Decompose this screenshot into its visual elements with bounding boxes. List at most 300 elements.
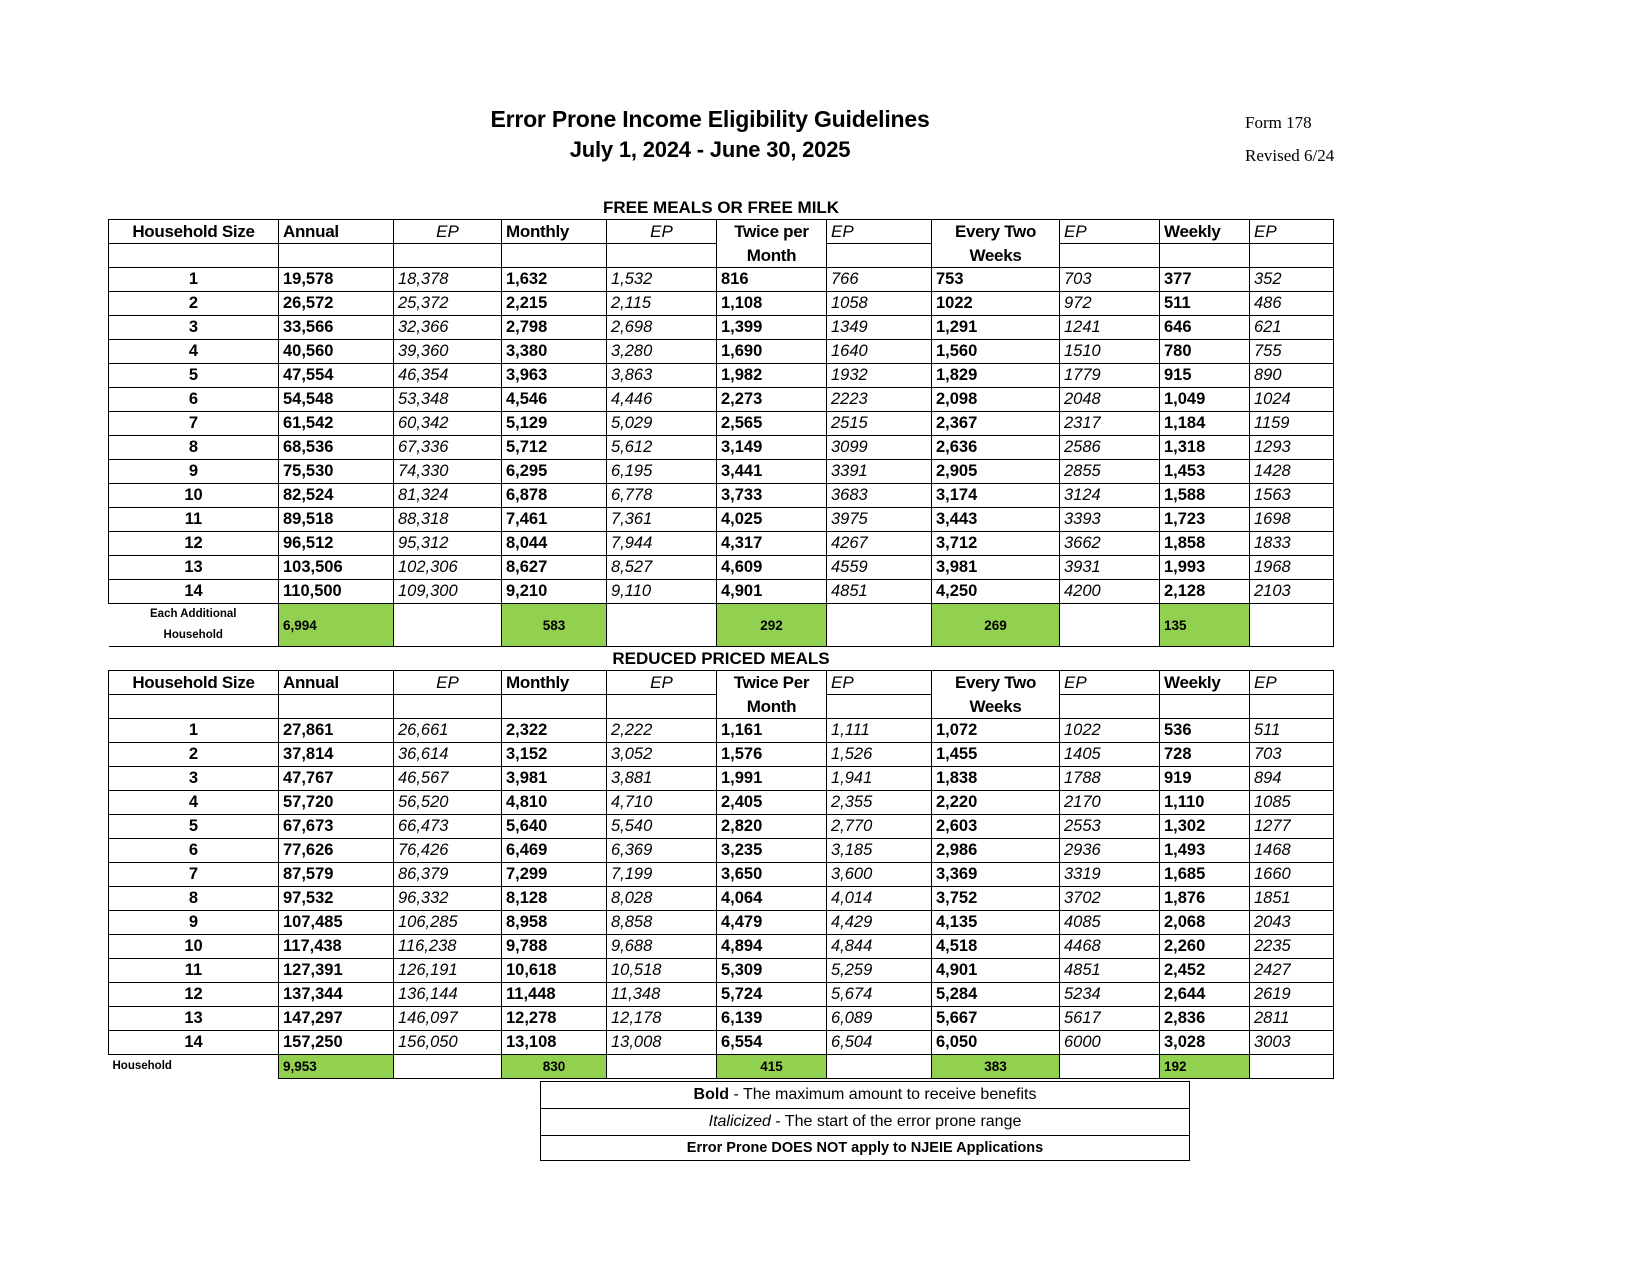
cell-twice: 1,161 bbox=[717, 719, 827, 743]
table-row bbox=[109, 508, 1334, 532]
cell-monthly: 9,788 bbox=[502, 935, 607, 959]
cell-biweekly-ep: 3319 bbox=[1060, 863, 1160, 887]
cell-annual: 117,438 bbox=[279, 935, 394, 959]
spacer-cell bbox=[109, 244, 279, 268]
cell-twice-ep: 1,526 bbox=[827, 743, 932, 767]
cell-twice-ep: 2,770 bbox=[827, 815, 932, 839]
cell-annual: 157,250 bbox=[279, 1031, 394, 1055]
cell-twice-ep: 1640 bbox=[827, 340, 932, 364]
cell-biweekly: 6,050 bbox=[932, 1031, 1060, 1055]
table-row bbox=[109, 959, 1334, 983]
cell-size: 13 bbox=[109, 556, 279, 580]
each-additional-label-line1: Each Additional bbox=[150, 608, 237, 620]
household-biweekly: 383 bbox=[932, 1055, 1060, 1079]
cell-size: 7 bbox=[109, 863, 279, 887]
cell-annual: 87,579 bbox=[279, 863, 394, 887]
cell-weekly-ep: 1468 bbox=[1250, 839, 1334, 863]
cell-weekly-ep: 1833 bbox=[1250, 532, 1334, 556]
cell-annual-ep: 18,378 bbox=[394, 268, 502, 292]
cell-weekly: 2,128 bbox=[1160, 580, 1250, 604]
spacer-cell bbox=[502, 244, 607, 268]
each-additional-biweekly: 269 bbox=[932, 604, 1060, 647]
cell-weekly: 2,452 bbox=[1160, 959, 1250, 983]
cell-weekly-ep: 894 bbox=[1250, 767, 1334, 791]
spacer-cell bbox=[607, 604, 717, 647]
cell-size: 2 bbox=[109, 292, 279, 316]
cell-biweekly-ep: 4468 bbox=[1060, 935, 1160, 959]
cell-twice: 4,901 bbox=[717, 580, 827, 604]
cell-biweekly-ep: 1405 bbox=[1060, 743, 1160, 767]
cell-biweekly: 3,174 bbox=[932, 484, 1060, 508]
cell-monthly: 2,215 bbox=[502, 292, 607, 316]
cell-monthly-ep: 5,612 bbox=[607, 436, 717, 460]
cell-weekly: 1,723 bbox=[1160, 508, 1250, 532]
cell-annual: 89,518 bbox=[279, 508, 394, 532]
cell-twice: 2,273 bbox=[717, 388, 827, 412]
table-row bbox=[109, 767, 1334, 791]
cell-monthly-ep: 8,858 bbox=[607, 911, 717, 935]
cell-size: 13 bbox=[109, 1007, 279, 1031]
col-twice-per-month: Twice per bbox=[717, 220, 827, 244]
cell-monthly: 5,129 bbox=[502, 412, 607, 436]
cell-twice-ep: 6,504 bbox=[827, 1031, 932, 1055]
each-additional-label-line2: Household bbox=[163, 629, 223, 641]
cell-twice-ep: 5,674 bbox=[827, 983, 932, 1007]
cell-annual: 33,566 bbox=[279, 316, 394, 340]
legend-italic bbox=[541, 1109, 1190, 1136]
cell-monthly-ep: 12,178 bbox=[607, 1007, 717, 1031]
cell-size: 9 bbox=[109, 911, 279, 935]
cell-size: 6 bbox=[109, 388, 279, 412]
cell-size: 3 bbox=[109, 767, 279, 791]
cell-weekly-ep: 621 bbox=[1250, 316, 1334, 340]
cell-weekly: 1,993 bbox=[1160, 556, 1250, 580]
legend-box bbox=[540, 1081, 1190, 1161]
cell-biweekly: 1,455 bbox=[932, 743, 1060, 767]
cell-twice: 2,565 bbox=[717, 412, 827, 436]
cell-annual: 96,512 bbox=[279, 532, 394, 556]
spacer-cell bbox=[1160, 695, 1250, 719]
cell-monthly-ep: 11,348 bbox=[607, 983, 717, 1007]
cell-annual: 61,542 bbox=[279, 412, 394, 436]
table-row bbox=[109, 1031, 1334, 1055]
cell-twice: 2,405 bbox=[717, 791, 827, 815]
table-row bbox=[109, 364, 1334, 388]
cell-twice-ep: 4267 bbox=[827, 532, 932, 556]
cell-twice: 1,982 bbox=[717, 364, 827, 388]
cell-biweekly: 1,072 bbox=[932, 719, 1060, 743]
cell-monthly: 8,958 bbox=[502, 911, 607, 935]
col-annual-ep: EP bbox=[394, 220, 502, 244]
cell-twice-ep: 1349 bbox=[827, 316, 932, 340]
cell-annual: 103,506 bbox=[279, 556, 394, 580]
col-twice-ep: EP bbox=[827, 220, 932, 244]
table-row bbox=[109, 556, 1334, 580]
cell-monthly: 6,878 bbox=[502, 484, 607, 508]
col-twice-per-month-line2: Month bbox=[717, 695, 827, 719]
table-row bbox=[109, 743, 1334, 767]
cell-annual: 82,524 bbox=[279, 484, 394, 508]
cell-weekly: 1,184 bbox=[1160, 412, 1250, 436]
table-row bbox=[109, 412, 1334, 436]
table-row bbox=[109, 484, 1334, 508]
cell-weekly-ep: 1293 bbox=[1250, 436, 1334, 460]
cell-monthly: 3,981 bbox=[502, 767, 607, 791]
cell-annual-ep: 46,354 bbox=[394, 364, 502, 388]
col-biweekly-ep: EP bbox=[1060, 671, 1160, 695]
cell-twice-ep: 766 bbox=[827, 268, 932, 292]
cell-biweekly-ep: 2170 bbox=[1060, 791, 1160, 815]
cell-weekly: 646 bbox=[1160, 316, 1250, 340]
household-annual: 9,953 bbox=[279, 1055, 394, 1079]
cell-monthly-ep: 8,028 bbox=[607, 887, 717, 911]
col-every-two-weeks-line2: Weeks bbox=[932, 695, 1060, 719]
cell-twice-ep: 3391 bbox=[827, 460, 932, 484]
table-row bbox=[109, 863, 1334, 887]
cell-biweekly-ep: 1788 bbox=[1060, 767, 1160, 791]
cell-annual-ep: 67,336 bbox=[394, 436, 502, 460]
table-row bbox=[109, 911, 1334, 935]
household-monthly: 830 bbox=[502, 1055, 607, 1079]
cell-annual-ep: 88,318 bbox=[394, 508, 502, 532]
cell-biweekly-ep: 3702 bbox=[1060, 887, 1160, 911]
legend-bold bbox=[541, 1082, 1190, 1109]
cell-annual: 110,500 bbox=[279, 580, 394, 604]
cell-twice: 6,139 bbox=[717, 1007, 827, 1031]
cell-monthly-ep: 5,029 bbox=[607, 412, 717, 436]
cell-size: 10 bbox=[109, 484, 279, 508]
col-annual: Annual bbox=[279, 671, 394, 695]
cell-weekly-ep: 2619 bbox=[1250, 983, 1334, 1007]
cell-biweekly: 2,220 bbox=[932, 791, 1060, 815]
cell-annual: 26,572 bbox=[279, 292, 394, 316]
cell-annual: 47,767 bbox=[279, 767, 394, 791]
cell-size: 8 bbox=[109, 436, 279, 460]
cell-monthly: 4,810 bbox=[502, 791, 607, 815]
cell-weekly-ep: 2811 bbox=[1250, 1007, 1334, 1031]
cell-size: 10 bbox=[109, 935, 279, 959]
cell-weekly-ep: 2043 bbox=[1250, 911, 1334, 935]
cell-weekly-ep: 890 bbox=[1250, 364, 1334, 388]
cell-weekly: 2,836 bbox=[1160, 1007, 1250, 1031]
cell-annual: 127,391 bbox=[279, 959, 394, 983]
spacer-cell bbox=[827, 244, 932, 268]
cell-biweekly-ep: 4200 bbox=[1060, 580, 1160, 604]
spacer-cell bbox=[607, 695, 717, 719]
cell-twice-ep: 5,259 bbox=[827, 959, 932, 983]
cell-biweekly-ep: 1241 bbox=[1060, 316, 1160, 340]
cell-monthly-ep: 3,863 bbox=[607, 364, 717, 388]
cell-size: 14 bbox=[109, 580, 279, 604]
cell-monthly: 8,128 bbox=[502, 887, 607, 911]
cell-monthly: 13,108 bbox=[502, 1031, 607, 1055]
spacer-cell bbox=[394, 695, 502, 719]
cell-twice-ep: 3,600 bbox=[827, 863, 932, 887]
cell-biweekly: 1,291 bbox=[932, 316, 1060, 340]
page-subtitle: July 1, 2024 - June 30, 2025 bbox=[569, 137, 851, 162]
cell-twice-ep: 2,355 bbox=[827, 791, 932, 815]
cell-biweekly-ep: 3931 bbox=[1060, 556, 1160, 580]
cell-annual: 107,485 bbox=[279, 911, 394, 935]
cell-twice: 4,894 bbox=[717, 935, 827, 959]
cell-weekly-ep: 511 bbox=[1250, 719, 1334, 743]
spacer-cell bbox=[394, 1055, 502, 1079]
cell-monthly-ep: 7,944 bbox=[607, 532, 717, 556]
spacer-cell bbox=[1060, 695, 1160, 719]
col-annual: Annual bbox=[279, 220, 394, 244]
spacer-cell bbox=[607, 1055, 717, 1079]
table-row bbox=[109, 268, 1334, 292]
cell-twice-ep: 1,111 bbox=[827, 719, 932, 743]
cell-monthly: 7,461 bbox=[502, 508, 607, 532]
cell-annual-ep: 146,097 bbox=[394, 1007, 502, 1031]
cell-monthly: 6,469 bbox=[502, 839, 607, 863]
cell-biweekly-ep: 2936 bbox=[1060, 839, 1160, 863]
col-weekly-ep: EP bbox=[1250, 671, 1334, 695]
cell-twice-ep: 1,941 bbox=[827, 767, 932, 791]
cell-twice-ep: 3099 bbox=[827, 436, 932, 460]
cell-annual: 27,861 bbox=[279, 719, 394, 743]
cell-monthly-ep: 9,110 bbox=[607, 580, 717, 604]
cell-twice-ep: 6,089 bbox=[827, 1007, 932, 1031]
cell-twice: 5,724 bbox=[717, 983, 827, 1007]
cell-weekly: 2,260 bbox=[1160, 935, 1250, 959]
cell-biweekly: 4,901 bbox=[932, 959, 1060, 983]
cell-weekly: 511 bbox=[1160, 292, 1250, 316]
cell-weekly: 1,493 bbox=[1160, 839, 1250, 863]
cell-annual-ep: 26,661 bbox=[394, 719, 502, 743]
cell-biweekly: 2,905 bbox=[932, 460, 1060, 484]
eligibility-tables bbox=[108, 196, 1291, 1079]
col-monthly: Monthly bbox=[502, 671, 607, 695]
cell-biweekly: 2,098 bbox=[932, 388, 1060, 412]
spacer-cell bbox=[607, 244, 717, 268]
cell-annual-ep: 76,426 bbox=[394, 839, 502, 863]
household-twice: 415 bbox=[717, 1055, 827, 1079]
legend-njeie: Error Prone DOES NOT apply to NJEIE Applications bbox=[541, 1136, 1190, 1161]
cell-twice-ep: 3683 bbox=[827, 484, 932, 508]
cell-annual-ep: 81,324 bbox=[394, 484, 502, 508]
cell-twice-ep: 4,014 bbox=[827, 887, 932, 911]
reduced-each-additional-row bbox=[109, 1055, 1334, 1079]
cell-size: 12 bbox=[109, 983, 279, 1007]
cell-size: 3 bbox=[109, 316, 279, 340]
cell-twice: 4,025 bbox=[717, 508, 827, 532]
cell-annual: 75,530 bbox=[279, 460, 394, 484]
cell-size: 11 bbox=[109, 508, 279, 532]
cell-twice: 3,733 bbox=[717, 484, 827, 508]
table-row bbox=[109, 340, 1334, 364]
cell-twice-ep: 4,844 bbox=[827, 935, 932, 959]
cell-monthly-ep: 2,698 bbox=[607, 316, 717, 340]
spacer-cell bbox=[394, 244, 502, 268]
cell-annual-ep: 95,312 bbox=[394, 532, 502, 556]
cell-monthly: 4,546 bbox=[502, 388, 607, 412]
cell-size: 11 bbox=[109, 959, 279, 983]
spacer-cell bbox=[1250, 695, 1334, 719]
cell-annual-ep: 56,520 bbox=[394, 791, 502, 815]
cell-annual-ep: 86,379 bbox=[394, 863, 502, 887]
col-weekly: Weekly bbox=[1160, 220, 1250, 244]
cell-weekly: 2,644 bbox=[1160, 983, 1250, 1007]
cell-biweekly: 1,829 bbox=[932, 364, 1060, 388]
form-number: Form 178 bbox=[1245, 113, 1312, 132]
cell-biweekly-ep: 4851 bbox=[1060, 959, 1160, 983]
free-header-row-2 bbox=[109, 244, 1334, 268]
cell-twice-ep: 4851 bbox=[827, 580, 932, 604]
table-row bbox=[109, 1007, 1334, 1031]
cell-weekly-ep: 1968 bbox=[1250, 556, 1334, 580]
cell-twice-ep: 2515 bbox=[827, 412, 932, 436]
cell-weekly: 1,876 bbox=[1160, 887, 1250, 911]
col-twice-ep: EP bbox=[827, 671, 932, 695]
cell-biweekly: 5,284 bbox=[932, 983, 1060, 1007]
cell-weekly-ep: 1024 bbox=[1250, 388, 1334, 412]
cell-biweekly-ep: 5617 bbox=[1060, 1007, 1160, 1031]
cell-monthly: 12,278 bbox=[502, 1007, 607, 1031]
cell-weekly: 919 bbox=[1160, 767, 1250, 791]
cell-weekly: 1,049 bbox=[1160, 388, 1250, 412]
cell-monthly: 5,640 bbox=[502, 815, 607, 839]
cell-weekly-ep: 3003 bbox=[1250, 1031, 1334, 1055]
cell-monthly: 3,380 bbox=[502, 340, 607, 364]
cell-monthly: 3,152 bbox=[502, 743, 607, 767]
cell-twice: 3,149 bbox=[717, 436, 827, 460]
spacer-cell bbox=[1060, 244, 1160, 268]
cell-twice: 2,820 bbox=[717, 815, 827, 839]
cell-monthly: 3,963 bbox=[502, 364, 607, 388]
cell-weekly-ep: 1085 bbox=[1250, 791, 1334, 815]
reduced-band-row bbox=[109, 647, 1334, 671]
cell-weekly: 1,302 bbox=[1160, 815, 1250, 839]
cell-twice: 3,235 bbox=[717, 839, 827, 863]
cell-size: 8 bbox=[109, 887, 279, 911]
cell-weekly-ep: 703 bbox=[1250, 743, 1334, 767]
col-annual-ep: EP bbox=[394, 671, 502, 695]
legend-bold-text: - The maximum amount to receive benefits bbox=[729, 1086, 1037, 1103]
cell-annual-ep: 60,342 bbox=[394, 412, 502, 436]
cell-weekly: 1,685 bbox=[1160, 863, 1250, 887]
cell-monthly-ep: 6,369 bbox=[607, 839, 717, 863]
cell-twice: 3,441 bbox=[717, 460, 827, 484]
cell-biweekly-ep: 703 bbox=[1060, 268, 1160, 292]
cell-biweekly: 2,986 bbox=[932, 839, 1060, 863]
cell-monthly: 6,295 bbox=[502, 460, 607, 484]
cell-twice: 1,991 bbox=[717, 767, 827, 791]
reduced-section-band: REDUCED PRICED MEALS bbox=[109, 647, 1334, 671]
cell-annual: 57,720 bbox=[279, 791, 394, 815]
cell-weekly-ep: 1660 bbox=[1250, 863, 1334, 887]
cell-size: 7 bbox=[109, 412, 279, 436]
col-monthly: Monthly bbox=[502, 220, 607, 244]
cell-monthly-ep: 10,518 bbox=[607, 959, 717, 983]
cell-annual-ep: 96,332 bbox=[394, 887, 502, 911]
cell-biweekly: 4,250 bbox=[932, 580, 1060, 604]
cell-annual: 19,578 bbox=[279, 268, 394, 292]
legend-italic-text: - The start of the error prone range bbox=[770, 1113, 1022, 1130]
cell-size: 4 bbox=[109, 791, 279, 815]
cell-biweekly-ep: 1022 bbox=[1060, 719, 1160, 743]
cell-twice: 816 bbox=[717, 268, 827, 292]
cell-weekly-ep: 1698 bbox=[1250, 508, 1334, 532]
cell-monthly-ep: 5,540 bbox=[607, 815, 717, 839]
cell-twice: 1,690 bbox=[717, 340, 827, 364]
cell-weekly: 1,318 bbox=[1160, 436, 1250, 460]
cell-annual: 40,560 bbox=[279, 340, 394, 364]
cell-monthly: 1,632 bbox=[502, 268, 607, 292]
cell-annual-ep: 46,567 bbox=[394, 767, 502, 791]
col-every-two-weeks: Every Two bbox=[932, 220, 1060, 244]
reduced-header-row bbox=[109, 671, 1334, 695]
cell-twice: 1,399 bbox=[717, 316, 827, 340]
cell-biweekly-ep: 1779 bbox=[1060, 364, 1160, 388]
col-monthly-ep: EP bbox=[607, 220, 717, 244]
cell-monthly: 11,448 bbox=[502, 983, 607, 1007]
cell-annual-ep: 136,144 bbox=[394, 983, 502, 1007]
cell-twice: 3,650 bbox=[717, 863, 827, 887]
each-additional-twice: 292 bbox=[717, 604, 827, 647]
free-each-additional-row bbox=[109, 604, 1334, 647]
cell-biweekly: 3,712 bbox=[932, 532, 1060, 556]
form-meta bbox=[1245, 106, 1425, 172]
document-header bbox=[0, 104, 1650, 174]
cell-monthly: 2,798 bbox=[502, 316, 607, 340]
cell-twice: 1,108 bbox=[717, 292, 827, 316]
title-block bbox=[200, 104, 1220, 166]
cell-annual-ep: 156,050 bbox=[394, 1031, 502, 1055]
cell-twice: 4,609 bbox=[717, 556, 827, 580]
table-row bbox=[109, 839, 1334, 863]
spacer-cell bbox=[279, 695, 394, 719]
cell-monthly-ep: 4,446 bbox=[607, 388, 717, 412]
cell-monthly: 2,322 bbox=[502, 719, 607, 743]
cell-biweekly-ep: 4085 bbox=[1060, 911, 1160, 935]
col-biweekly-ep: EP bbox=[1060, 220, 1160, 244]
legend-table bbox=[540, 1081, 1190, 1161]
cell-weekly-ep: 352 bbox=[1250, 268, 1334, 292]
cell-size: 1 bbox=[109, 268, 279, 292]
form-revised: Revised 6/24 bbox=[1245, 146, 1335, 165]
cell-monthly-ep: 2,222 bbox=[607, 719, 717, 743]
page-title: Error Prone Income Eligibility Guidelines bbox=[490, 106, 930, 132]
cell-weekly: 3,028 bbox=[1160, 1031, 1250, 1055]
cell-monthly-ep: 3,280 bbox=[607, 340, 717, 364]
cell-weekly: 728 bbox=[1160, 743, 1250, 767]
table-row bbox=[109, 388, 1334, 412]
cell-weekly-ep: 755 bbox=[1250, 340, 1334, 364]
cell-annual: 97,532 bbox=[279, 887, 394, 911]
cell-annual-ep: 102,306 bbox=[394, 556, 502, 580]
cell-biweekly-ep: 2317 bbox=[1060, 412, 1160, 436]
cell-twice: 5,309 bbox=[717, 959, 827, 983]
cell-size: 6 bbox=[109, 839, 279, 863]
spacer-cell bbox=[502, 695, 607, 719]
cell-annual: 67,673 bbox=[279, 815, 394, 839]
cell-biweekly: 4,518 bbox=[932, 935, 1060, 959]
table-row bbox=[109, 532, 1334, 556]
cell-annual: 137,344 bbox=[279, 983, 394, 1007]
each-additional-annual: 6,994 bbox=[279, 604, 394, 647]
cell-annual-ep: 116,238 bbox=[394, 935, 502, 959]
spacer-cell bbox=[827, 695, 932, 719]
each-additional-label bbox=[109, 604, 279, 647]
cell-biweekly: 3,443 bbox=[932, 508, 1060, 532]
table-row bbox=[109, 719, 1334, 743]
cell-weekly: 1,110 bbox=[1160, 791, 1250, 815]
cell-weekly-ep: 1851 bbox=[1250, 887, 1334, 911]
table-row bbox=[109, 815, 1334, 839]
cell-weekly-ep: 2427 bbox=[1250, 959, 1334, 983]
